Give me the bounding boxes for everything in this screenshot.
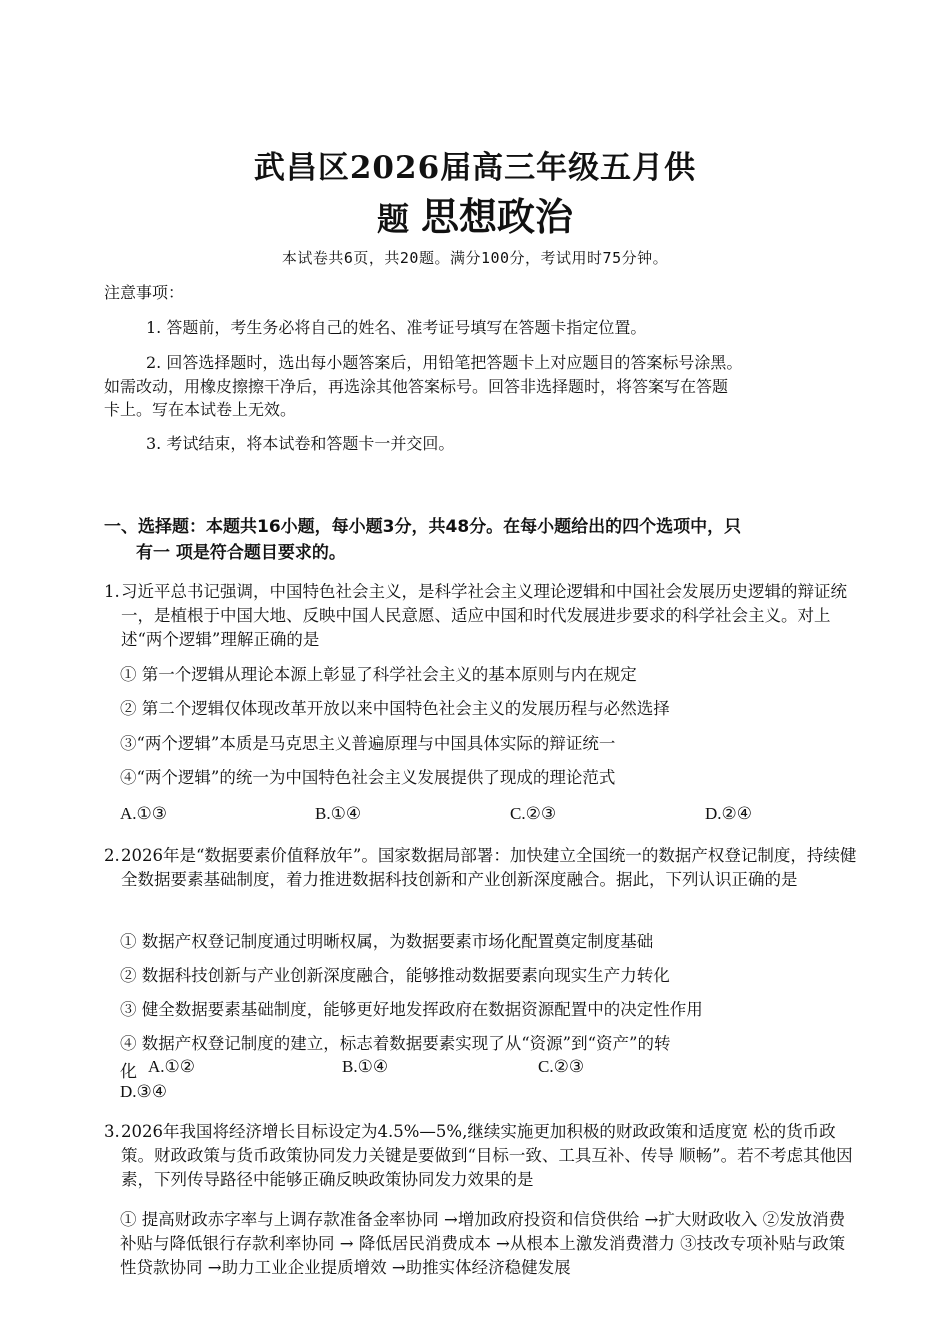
q1-option-1: ① 第一个逻辑从理论本源上彰显了科学社会主义的基本原则与内在规定: [120, 665, 637, 684]
q2-option-4: ④ 数据产权登记制度的建立，标志着数据要素实现了从“资源”到“资产”的转: [120, 1034, 671, 1053]
question-3-stem: [104, 1120, 864, 1192]
exam-title-line1: 武昌区2026届高三年级五月供: [253, 150, 697, 186]
q2-choice-a: A.①②: [148, 1057, 196, 1076]
question-1-stem: [104, 580, 864, 652]
notice-item-2-line1: 2. 回答选择题时，选出每小题答案后，用铅笔把答题卡上对应题目的答案标号涂黑。: [146, 353, 743, 372]
q2-option-2: ② 数据科技创新与产业创新深度融合，能够推动数据要素向现实生产力转化: [120, 966, 670, 985]
q1-option-2: ② 第二个逻辑仅体现改革开放以来中国特色社会主义的发展历程与必然选择: [120, 699, 670, 718]
section-heading-line1: 一、选择题：本题共16小题，每小题3分，共48分。在每小题给出的四个选项中，只: [104, 517, 742, 537]
q2-option-4-end: 化: [120, 1062, 137, 1081]
exam-title-suffix: 题: [376, 200, 409, 238]
q1-choice-b: B.①④: [315, 804, 362, 823]
q1-choices: [120, 804, 860, 828]
question-text: 习近平总书记强调，中国特色社会主义，是科学社会主义理论逻辑和中国社会发展历史逻辑的辩证统一，是植根于中国大地、反映中国人民意愿、适应中国和时代发展进步要求的科学社会主义。对上述“两个逻辑”理解正确的是: [121, 582, 847, 649]
q1-option-3: ③“两个逻辑”本质是马克思主义普遍原理与中国具体实际的辩证统一: [120, 734, 616, 753]
question-number: 1.: [104, 582, 120, 601]
notice-heading: 注意事项：: [104, 283, 185, 302]
q1-choice-a: A.①③: [120, 804, 168, 823]
notice-item-1: 1. 答题前，考生务必将自己的姓名、准考证号填写在答题卡指定位置。: [146, 318, 647, 337]
q1-option-4: ④“两个逻辑”的统一为中国特色社会主义发展提供了现成的理论范式: [120, 768, 616, 787]
exam-title-line2: [0, 186, 950, 241]
question-text: 2026年是“数据要素价值释放年”。国家数据局部署：加快建立全国统一的数据产权登记制度，持续健全数据要素基础制度，着力推进数据科技创新和产业创新深度融合。据此，下列认识正确的是: [121, 846, 857, 889]
question-number: 3.: [104, 1122, 120, 1141]
question-2-stem: [104, 844, 864, 892]
question-text: 2026年我国将经济增长目标设定为4.5%—5%,继续实施更加积极的财政政策和适度宽 松的货币政策。财政政策与货币政策协同发力关键是要做到“目标一致、工具互补、传导 顺畅”。若不考虑其他因素，下列传导路径中能够正确反映政策协同发力效果的是: [121, 1122, 853, 1189]
q3-options: ① 提高财政赤字率与上调存款准备金率协同 →增加政府投资和信贷供给 →扩大财政收入 ②发放消费补贴与降低银行存款利率协同 → 降低居民消费成本 →从根本上激发消费潜力 ③技改专项补贴与政策性贷款协同 →助力工业企业提质增效 →助推实体经济稳健发展: [120, 1210, 846, 1277]
section-heading-line2: 有一 项是符合题目要求的。: [136, 543, 346, 563]
notice-item-2-line3: 卡上。写在本试卷上无效。: [104, 400, 297, 419]
exam-info: 本试卷共6页，共20题。满分100分，考试用时75分钟。: [281, 249, 669, 267]
q2-choices-row2: [120, 1082, 860, 1106]
notice-item-3: 3. 考试结束，将本试卷和答题卡一并交回。: [146, 434, 455, 453]
q2-choices: [120, 1057, 860, 1081]
section-heading: [104, 514, 864, 566]
q1-choice-d: D.②④: [705, 804, 753, 823]
notice-item-2-line2: 如需改动，用橡皮擦擦干净后，再选涂其他答案标号。回答非选择题时，将答案写在答题: [104, 377, 729, 396]
q2-option-1: ① 数据产权登记制度通过明晰权属，为数据要素市场化配置奠定制度基础: [120, 932, 654, 951]
q2-option-3: ③ 健全数据要素基础制度，能够更好地发挥政府在数据资源配置中的决定性作用: [120, 1000, 703, 1019]
question-number: 2.: [104, 846, 120, 865]
q2-choice-d: D.③④: [120, 1082, 168, 1101]
q2-choice-c: C.②③: [538, 1057, 585, 1076]
q1-choice-c: C.②③: [510, 804, 557, 823]
exam-subject: 思想政治: [421, 194, 574, 239]
q2-choice-b: B.①④: [342, 1057, 389, 1076]
